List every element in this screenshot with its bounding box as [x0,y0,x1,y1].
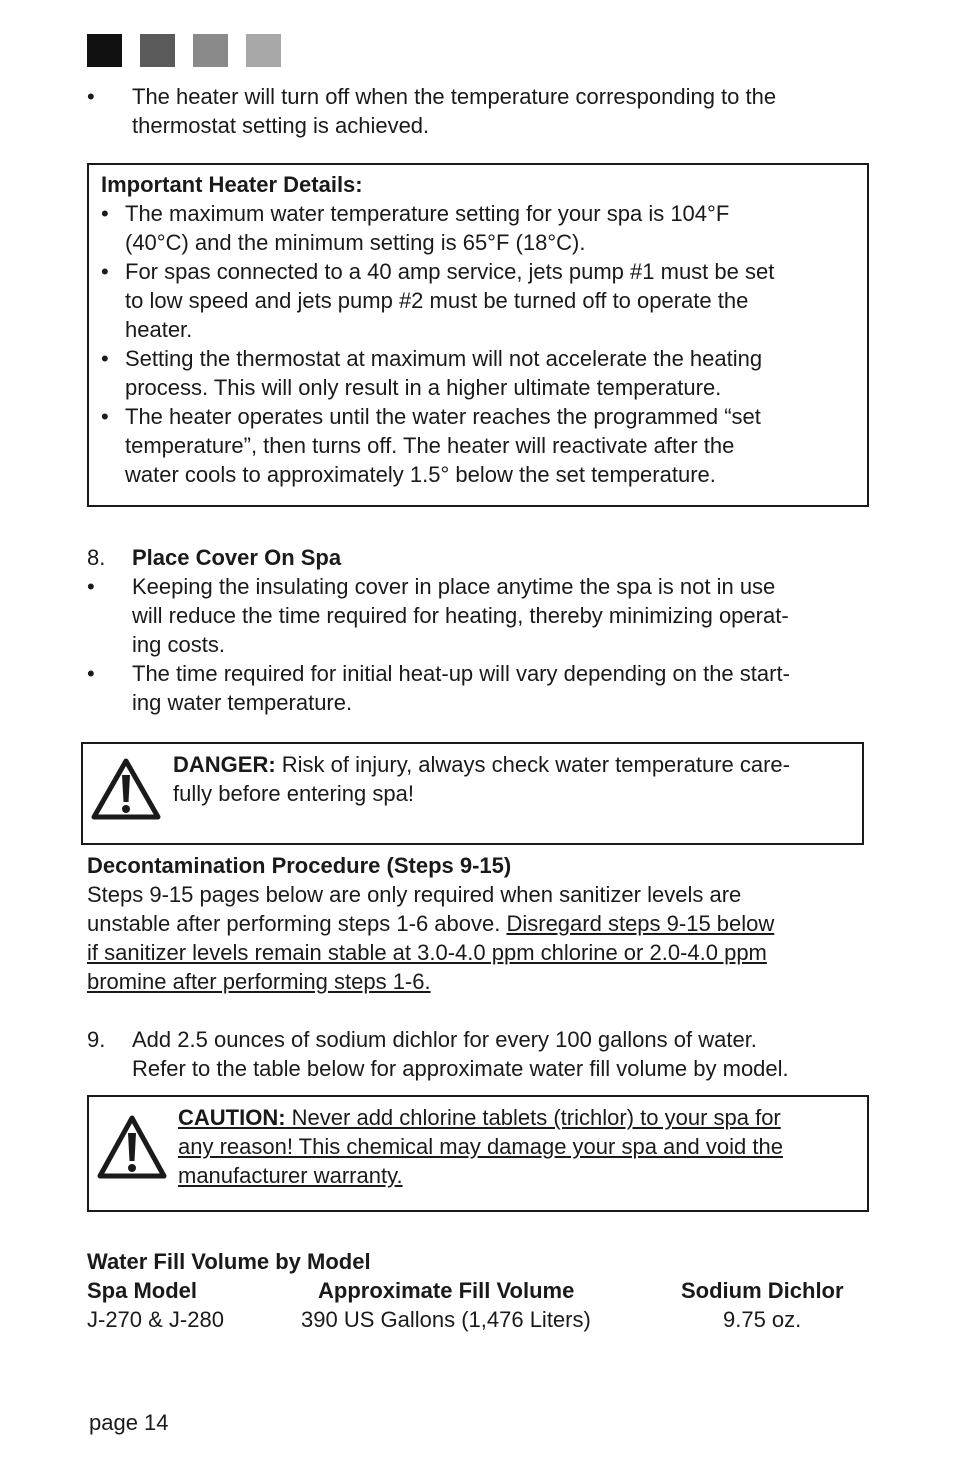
decon-line-2-plain: unstable after performing steps 1-6 above. [87,911,507,936]
bullet-symbol: • [101,404,109,429]
decon-line-2 [87,909,774,938]
caution-label: CAUTION: [178,1105,286,1130]
decon-title: Decontamination Procedure (Steps 9-15) [87,853,512,878]
step-9-line-2: Refer to the table below for approximate water fill volume by model. [132,1056,789,1081]
heater-detail-item-4-line-3: water cools to approximately 1.5° below the set temperature. [125,462,716,487]
heater-detail-item-2-line-1: For spas connected to a 40 amp service, jets pump #1 must be set [125,259,775,284]
danger-line-1 [173,750,790,779]
bullet-symbol: • [101,259,109,284]
caution-line-2: any reason! This chemical may damage your spa and void the [178,1134,783,1159]
heater-detail-item-3-line-1: Setting the thermostat at maximum will not accelerate the heating [125,346,763,371]
header-square-1 [87,34,122,67]
fill-table-header-dichlor: Sodium Dichlor [681,1278,844,1303]
heater-detail-item-3-line-2: process. This will only result in a higher ultimate temperature. [125,375,722,400]
step-8-title: Place Cover On Spa [132,545,342,570]
fill-table-cell-dichlor: 9.75 oz. [723,1307,802,1332]
heater-detail-item-1-line-1: The maximum water temperature setting for your spa is 104°F [125,201,730,226]
header-square-4 [246,34,281,67]
heater-detail-item-2-line-3: heater. [125,317,193,342]
step-8-number: 8. [87,545,106,570]
bullet-symbol: • [101,201,109,226]
bullet-symbol: • [101,346,109,371]
step-8-bullet-1-line-3: ing costs. [132,632,225,657]
danger-line-2: fully before entering spa! [173,781,414,806]
step-8-bullet-1-line-2: will reduce the time required for heating, thereby minimizing operat- [132,603,789,628]
bullet-symbol: • [87,661,95,686]
caution-text-1: Never add chlorine tablets (trichlor) to your spa for [285,1105,781,1130]
step-9-line-1: Add 2.5 ounces of sodium dichlor for every 100 gallons of water. [132,1027,757,1052]
fill-table-cell-volume: 390 US Gallons (1,476 Liters) [301,1307,591,1332]
caution-line-1 [178,1103,781,1132]
decon-line-1: Steps 9-15 pages below are only required when sanitizer levels are [87,882,742,907]
fill-table-title: Water Fill Volume by Model [87,1249,371,1274]
caution-line-3: manufacturer warranty. [178,1163,403,1188]
warning-triangle-icon [90,757,162,821]
heater-detail-item-4-line-2: temperature”, then turns off. The heater will reactivate after the [125,433,735,458]
step-8-bullet-1-line-1: Keeping the insulating cover in place anytime the spa is not in use [132,574,776,599]
step-8-bullet-2-line-2: ing water temperature. [132,690,353,715]
bullet-symbol: • [87,574,95,599]
fill-table-cell-model: J-270 & J-280 [87,1307,224,1332]
fill-table-header-model: Spa Model [87,1278,198,1303]
intro-bullet-line-1: The heater will turn off when the temperature corresponding to the [132,84,777,109]
decon-line-4: bromine after performing steps 1-6. [87,969,431,994]
danger-label: DANGER: [173,752,276,777]
heater-details-title: Important Heater Details: [101,172,363,197]
decon-line-2-underlined: Disregard steps 9-15 below [506,911,775,936]
intro-bullet-line-2: thermostat setting is achieved. [132,113,430,138]
step-8-bullet-2-line-1: The time required for initial heat-up will vary depending on the start- [132,661,790,686]
step-9-number: 9. [87,1027,106,1052]
heater-detail-item-4-line-1: The heater operates until the water reaches the programmed “set [125,404,761,429]
heater-detail-item-1-line-2: (40°C) and the minimum setting is 65°F (18°C). [125,230,586,255]
page-number: page 14 [89,1410,169,1435]
bullet-symbol: • [87,84,95,109]
fill-table-header-volume: Approximate Fill Volume [318,1278,575,1303]
header-square-2 [140,34,175,67]
warning-triangle-icon [96,1114,168,1180]
heater-detail-item-2-line-2: to low speed and jets pump #2 must be turned off to operate the [125,288,749,313]
header-square-3 [193,34,228,67]
danger-text-1: Risk of injury, always check water temperature care- [275,752,790,777]
decon-line-3: if sanitizer levels remain stable at 3.0-4.0 ppm chlorine or 2.0-4.0 ppm [87,940,767,965]
